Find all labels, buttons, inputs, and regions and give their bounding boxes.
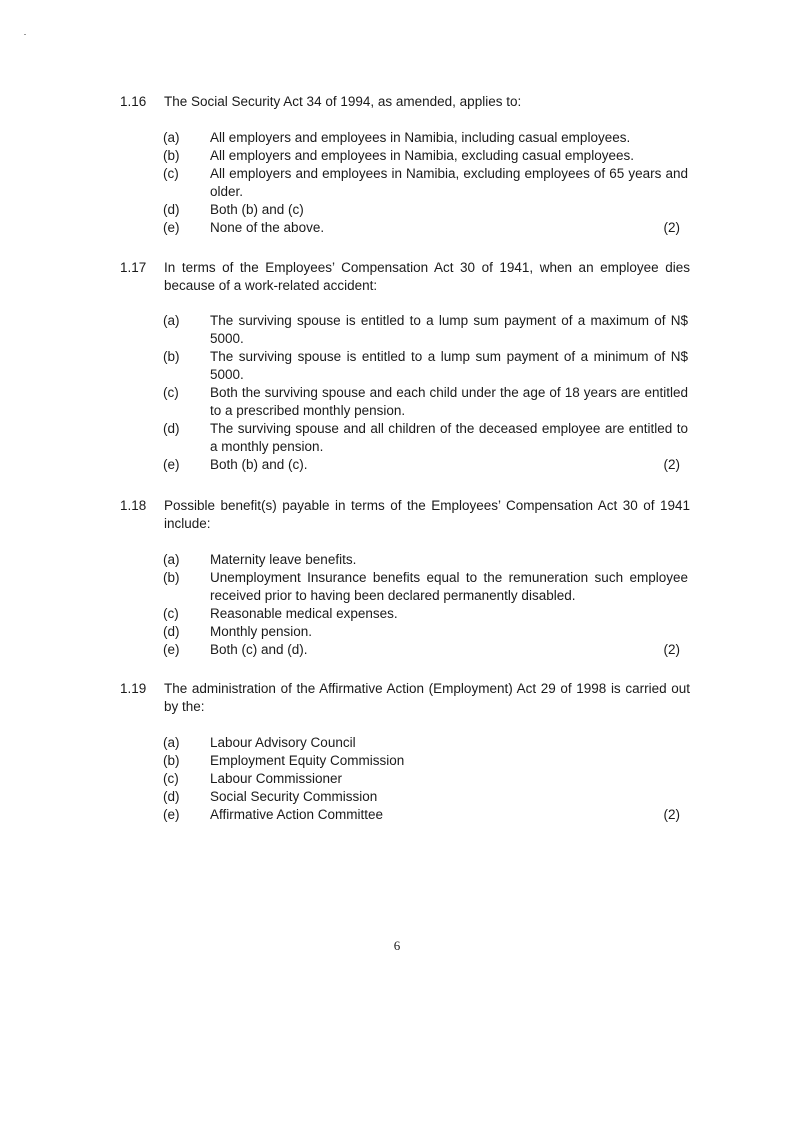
marks: (2) (663, 220, 680, 235)
option-a (0, 734, 794, 752)
option-text: All employers and employees in Namibia, excluding casual employees. (210, 148, 634, 163)
option-label: (a) (163, 735, 180, 750)
option-label: (c) (163, 771, 179, 786)
option-b (0, 348, 794, 384)
marks: (2) (663, 457, 680, 472)
option-d (0, 201, 794, 219)
scan-speck (24, 34, 26, 35)
option-label: (a) (163, 130, 180, 145)
question-number: 1.19 (120, 681, 147, 696)
option-label: (e) (163, 807, 180, 822)
question-number: 1.16 (120, 94, 147, 109)
option-label: (d) (163, 789, 180, 804)
options-1-18 (0, 551, 794, 659)
option-text: Employment Equity Commission (210, 753, 405, 768)
options-1-16 (0, 129, 794, 237)
option-text: Monthly pension. (210, 624, 313, 639)
option-text: Both (b) and (c). (210, 457, 308, 472)
option-text: The surviving spouse is entitled to a lump sum payment of a maximum of N$ 5000. (210, 313, 688, 346)
option-text: Labour Advisory Council (210, 735, 356, 750)
option-b (0, 752, 794, 770)
question-number: 1.17 (120, 260, 147, 275)
option-d (0, 788, 794, 806)
option-label: (c) (163, 606, 179, 621)
question-text: The administration of the Affirmative Action (Employment) Act 29 of 1998 is carried out by the: (164, 681, 690, 714)
option-label: (b) (163, 148, 180, 163)
option-label: (a) (163, 313, 180, 328)
option-b (0, 569, 794, 605)
option-label: (b) (163, 570, 180, 585)
question-text: The Social Security Act 34 of 1994, as amended, applies to: (164, 94, 522, 109)
option-c (0, 605, 794, 623)
option-text: All employers and employees in Namibia, including casual employees. (210, 130, 631, 145)
options-1-19 (0, 734, 794, 824)
option-text: Affirmative Action Committee (210, 807, 384, 822)
option-text: Social Security Commission (210, 789, 378, 804)
option-a (0, 129, 794, 147)
marks: (2) (663, 807, 680, 822)
question-number: 1.18 (120, 498, 147, 513)
option-label: (e) (163, 642, 180, 657)
option-text: The surviving spouse and all children of the deceased employee are entitled to a monthly pension. (210, 421, 688, 454)
option-e (0, 806, 794, 824)
option-text: Maternity leave benefits. (210, 552, 357, 567)
option-a (0, 551, 794, 569)
option-label: (a) (163, 552, 180, 567)
option-label: (d) (163, 421, 180, 436)
option-text: Labour Commissioner (210, 771, 343, 786)
marks: (2) (663, 642, 680, 657)
option-e (0, 456, 794, 474)
option-text: All employers and employees in Namibia, excluding employees of 65 years and older. (210, 166, 688, 199)
option-e (0, 641, 794, 659)
option-c (0, 165, 794, 201)
option-text: Unemployment Insurance benefits equal to the remuneration such employee received prior to having been declared permanently disabled. (210, 570, 688, 603)
option-label: (b) (163, 753, 180, 768)
option-text: The surviving spouse is entitled to a lump sum payment of a minimum of N$ 5000. (210, 349, 688, 382)
question-text: In terms of the Employees’ Compensation Act 30 of 1941, when an employee dies because of a work-related accident: (164, 260, 690, 293)
option-label: (e) (163, 457, 180, 472)
option-label: (c) (163, 166, 179, 181)
option-label: (c) (163, 385, 179, 400)
question-text: Possible benefit(s) payable in terms of the Employees’ Compensation Act 30 of 1941 include: (164, 498, 690, 531)
option-label: (e) (163, 220, 180, 235)
option-label: (d) (163, 202, 180, 217)
option-e (0, 219, 794, 237)
option-c (0, 770, 794, 788)
option-text: Both the surviving spouse and each child under the age of 18 years are entitled to a prescribed monthly pension. (210, 385, 688, 418)
option-a (0, 312, 794, 348)
option-d (0, 420, 794, 456)
option-text: None of the above. (210, 220, 325, 235)
option-text: Both (b) and (c) (210, 202, 304, 217)
page-number: 6 (393, 938, 401, 953)
option-text: Reasonable medical expenses. (210, 606, 398, 621)
option-d (0, 623, 794, 641)
option-text: Both (c) and (d). (210, 642, 308, 657)
options-1-17 (0, 312, 794, 474)
option-c (0, 384, 794, 420)
option-label: (d) (163, 624, 180, 639)
option-label: (b) (163, 349, 180, 364)
option-b (0, 147, 794, 165)
